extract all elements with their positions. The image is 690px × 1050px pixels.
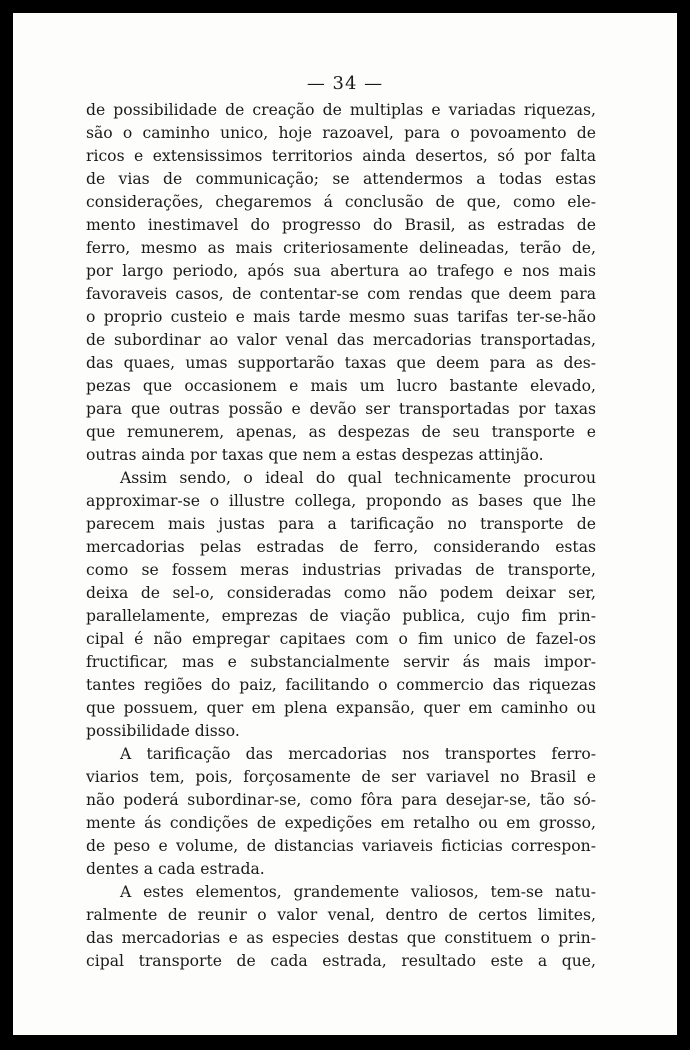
- text-line: dentes a cada estrada.: [86, 860, 265, 878]
- text-line: tantes regiões do paiz, facilitando o commercio das riquezas: [86, 676, 596, 694]
- text-line: Assim sendo, o ideal do qual technicamente procurou: [120, 469, 596, 487]
- text-line: ricos e extensissimos territorios ainda desertos, só por falta: [86, 147, 596, 165]
- text-line: favoraveis casos, de contentar-se com rendas que deem para: [86, 285, 596, 303]
- text-line: que remunerem, apenas, as despezas de seu transporte e: [86, 423, 596, 441]
- body-text: [86, 99, 596, 973]
- text-line: ralmente de reunir o valor venal, dentro de certos limites,: [86, 906, 596, 924]
- text-line: fructificar, mas e substancialmente servir ás mais impor-: [86, 653, 596, 671]
- text-line: para que outras possão e devão ser transportadas por taxas: [86, 400, 596, 418]
- text-line: cipal é não empregar capitaes com o fim unico de fazel-os: [86, 630, 596, 648]
- text-line: de subordinar ao valor venal das mercadorias transportadas,: [86, 331, 596, 349]
- text-line: mercadorias pelas estradas de ferro, considerando estas: [86, 538, 596, 556]
- book-page: [13, 13, 677, 1035]
- text-line: não poderá subordinar-se, como fôra para desejar-se, tão só-: [86, 791, 596, 809]
- text-line: possibilidade disso.: [86, 722, 240, 740]
- text-line: por largo periodo, após sua abertura ao trafego e nos mais: [86, 262, 596, 280]
- paragraph: [86, 467, 596, 743]
- text-line: ferro, mesmo as mais criteriosamente delineadas, terão de,: [86, 239, 596, 257]
- text-line: mento inestimavel do progresso do Brasil, as estradas de: [86, 216, 596, 234]
- text-line: que possuem, quer em plena expansão, quer em caminho ou: [86, 699, 596, 717]
- text-line: deixa de sel-o, consideradas como não podem deixar ser,: [86, 584, 596, 602]
- text-line: cipal transporte de cada estrada, resultado este a que,: [86, 952, 596, 970]
- text-line: viarios tem, pois, forçosamente de ser variavel no Brasil e: [86, 768, 596, 786]
- text-line: parecem mais justas para a tarificação no transporte de: [86, 515, 596, 533]
- text-line: A tarificação das mercadorias nos transportes ferro-: [120, 745, 596, 763]
- text-line: de vias de communicação; se attendermos a todas estas: [86, 170, 596, 188]
- paragraph: [86, 743, 596, 881]
- paragraph: [86, 881, 596, 973]
- text-line: o proprio custeio e mais tarde mesmo suas tarifas ter-se-hão: [86, 308, 596, 326]
- text-line: são o caminho unico, hoje razoavel, para o povoamento de: [86, 124, 596, 142]
- text-line: de peso e volume, de distancias variaveis ficticias correspon-: [86, 837, 596, 855]
- text-line: approximar-se o illustre collega, propondo as bases que lhe: [86, 492, 596, 510]
- text-line: das mercadorias e as especies destas que constituem o prin-: [86, 929, 596, 947]
- text-line: pezas que occasionem e mais um lucro bastante elevado,: [86, 377, 596, 395]
- text-line: de possibilidade de creação de multiplas e variadas riquezas,: [86, 101, 596, 119]
- text-line: A estes elementos, grandemente valiosos, tem-se natu-: [120, 883, 596, 901]
- text-line: mente ás condições de expedições em retalho ou em grosso,: [86, 814, 596, 832]
- text-line: parallelamente, emprezas de viação publica, cujo fim prin-: [86, 607, 596, 625]
- text-line: das quaes, umas supportarão taxas que deem para as des-: [86, 354, 596, 372]
- paragraph: [86, 99, 596, 467]
- text-line: considerações, chegaremos á conclusão de que, como ele-: [86, 193, 596, 211]
- text-line: como se fossem meras industrias privadas de transporte,: [86, 561, 596, 579]
- page-number: — 34 —: [306, 73, 384, 94]
- text-line: outras ainda por taxas que nem a estas despezas attinjão.: [86, 446, 544, 464]
